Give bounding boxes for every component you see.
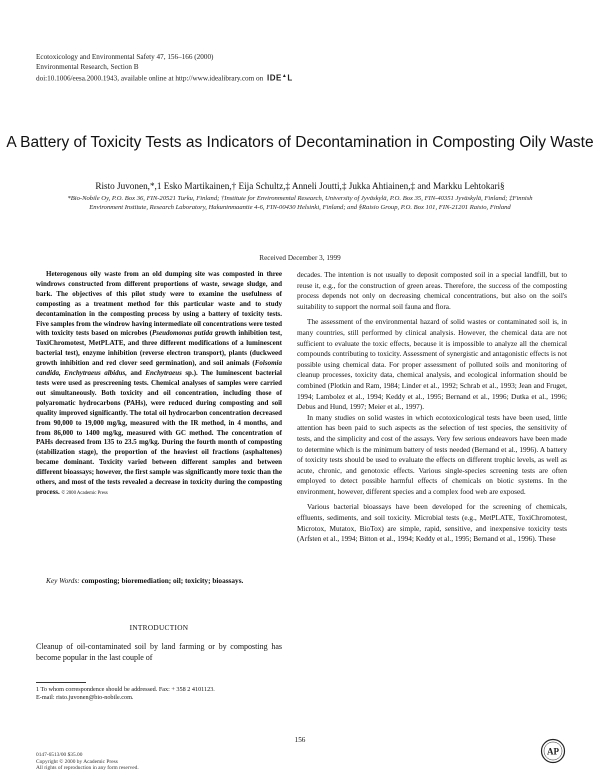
received-date: Received December 3, 1999 [259, 254, 341, 262]
logo-lettering: AP [547, 746, 559, 757]
paragraph: In many studies on solid wastes in which ecotoxicological tests have been used, little attention has been paid to such aspects as the selection of test species, the sensitivity of tests, and the simplicity and cost of the assays. Very few serious endeavors have been made to determine which is the minimum battery of tests needed (Bernand et al., 1996). A battery of toxicity tests should be used to evaluate the effects on different trophic levels, as well as acute, chronic, and genotoxic effects. Various single-species screening tests are often employed to detect possible harmful effects of chemicals on biotic systems. In the environment, however, different species and a complex food web are exposed. [297, 412, 567, 496]
footnote-divider [36, 682, 86, 683]
right-column [297, 270, 567, 545]
keywords-label: Key Words: [46, 576, 80, 585]
keywords [36, 576, 282, 586]
copyright-notice: 0147-6513/00 $35.00 Copyright © 2000 by Academic Press All rights of reproduction in any form reserved. [36, 752, 139, 772]
author-list: Risto Juvonen,*,1 Esko Martikainen,† Eija Schultz,‡ Anneli Joutti,‡ Jukka Ahtiainen,‡ and Markku Lehtokari§ [95, 181, 505, 191]
keywords-terms: composting; bioremediation; oil; toxicity; bioassays. [81, 576, 244, 585]
ideal-logo: IDE▲L [267, 73, 293, 83]
organism-name: Folsomia candida, Enchytraeus albidus, [36, 359, 282, 378]
doi-line [36, 72, 293, 84]
organism-name: Pseudomonas putida [151, 329, 213, 338]
journal-series: Environmental Research, Section B [36, 62, 139, 71]
paragraph: The assessment of the environmental hazard of solid wastes or contaminated soil is, in many countries, still performed by clinical analysis. However, the chemical data are not sufficient to evaluate the toxic effects, because it is impossible to analyze all the chemical compounds contributing to toxicity. Assessment of synergistic and antagonistic effects is not possible using chemical data. For proper assessment of polluted soils and monitoring of cleanup processes, toxicity data, chemical analysis, and ecological information should be combined (Plotkin and Ram, 1984; Linder et al., 1992; Schrab et al., 1993; Jean and Fruget, 1994; Lambolez et al., 1994; Keddy et al., 1995; Bernand et al., 1996; Dutka et al., 1996; Debus and Hund, 1997; Meier et al., 1997). [297, 317, 567, 412]
footnote-email[interactable]: E-mail: risto.juvonen@bio-nobile.com. [36, 694, 134, 702]
section-heading-introduction: INTRODUCTION [129, 623, 189, 632]
journal-citation: Ecotoxicology and Environmental Safety 47, 156–166 (2000) [36, 53, 214, 61]
author-affiliations: *Bio-Nobile Oy, P.O. Box 36, FIN-20521 Turku, Finland; †Institute for Environmental Research, University of Jyväskylä, P.O. Box 35, FIN-40351 Jyväskylä, Finland; ‡Finnish Environment Institute, Research Laboratory, Hakuninmaantie 4-6, FIN-00430 Helsinki, Finland; and §Raisio Group, P.O. Box 101, FIN-21201 Raisio, Finland [67, 195, 533, 211]
doi-text[interactable]: doi:10.1006/eesa.2000.1943, available online at http://www.idealibrary.com on [36, 74, 264, 83]
introduction-text: Cleanup of oil-contaminated soil by land farming or by composting has become popular in the last couple of [36, 642, 282, 662]
abstract: Heterogenous oily waste from an old dumping site was composted in three windrows constructed from different proportions of waste, sewage sludge, and bark. The objectives of this pilot study were to examine the usefulness of composting as a treatment method for this particular waste and to study decontamination in the composting process by using a battery of toxicity tests. Five samples from the windrow having intermediate oil concentrations were tested with toxicity tests based on microbes (Pseudomonas putida growth inhibition test, ToxiChromotest, MetPLATE, and three different modifications of a luminescent bacterial test), enzyme inhibition (reverse electron transport), plants (duckweed growth inhibition and red clover seed germination), and soil animals (Folsomia candida, Enchytraeus albidus, and Enchytraeus sp.). The luminescent bacterial tests were used as prescreening tests. Chemical analyses of samples were carried out simultaneously. Both toxicity and oil concentration, including those of polyaromatic hydrocarbons (PAHs), were reduced during composting and soil quality improved significantly. The total oil hydrocarbon concentration decreased from 90,000 to 19,000 mg/kg, measured with the IR method, in 4 months, and from 86,000 to 1400 mg/kg, measured with GC method. The concentration of PAHs decreased from 135 to 23.5 mg/kg. During the fourth month of composting (stabilization stage), the proportion of the heaviest oil fractions (asphaltenes) became dominant. Toxicity varied between different samples and between different bioassays; however, the first sample was significantly more toxic than the others, and most of the tests revealed a decrease in toxicity during the composting process. © 2000 Academic Press [36, 270, 283, 496]
page-number: 156 [294, 736, 306, 744]
academic-press-logo-icon [540, 737, 566, 765]
abstract-copyright: © 2000 Academic Press [61, 490, 108, 496]
article-title: A Battery of Toxicity Tests as Indicators of Decontamination in Composting Oily Waste [6, 134, 594, 151]
correspondence-footnote [36, 686, 282, 703]
journal-header [36, 53, 293, 84]
footnote-fax: 1 To whom correspondence should be addressed. Fax: + 358 2 4101123. [36, 686, 215, 693]
organism-name: Enchytraeus [145, 369, 182, 378]
paragraph: Various bacterial bioassays have been developed for the screening of chemicals, effluents, sediments, and soil toxicity. Microbial tests (e.g., MetPLATE, ToxiChromotest, Microtox, Mutatox, BioTox) are simple, rapid, sensitive, and inexpensive toxicity tests (Arfsten et al., 1994; Bitton et al., 1994; Keddy et al., 1995; Bernand et al., 1996). These [297, 502, 567, 544]
paragraph: decades. The intention is not usually to deposit composted soil in a special landfill, but to reuse it, e.g., for the construction of green areas. Therefore, the success of the composting process depends not only on decreasing chemical concentrations, but also on the soil's suitability to support the normal soil fauna and flora. [297, 270, 567, 311]
